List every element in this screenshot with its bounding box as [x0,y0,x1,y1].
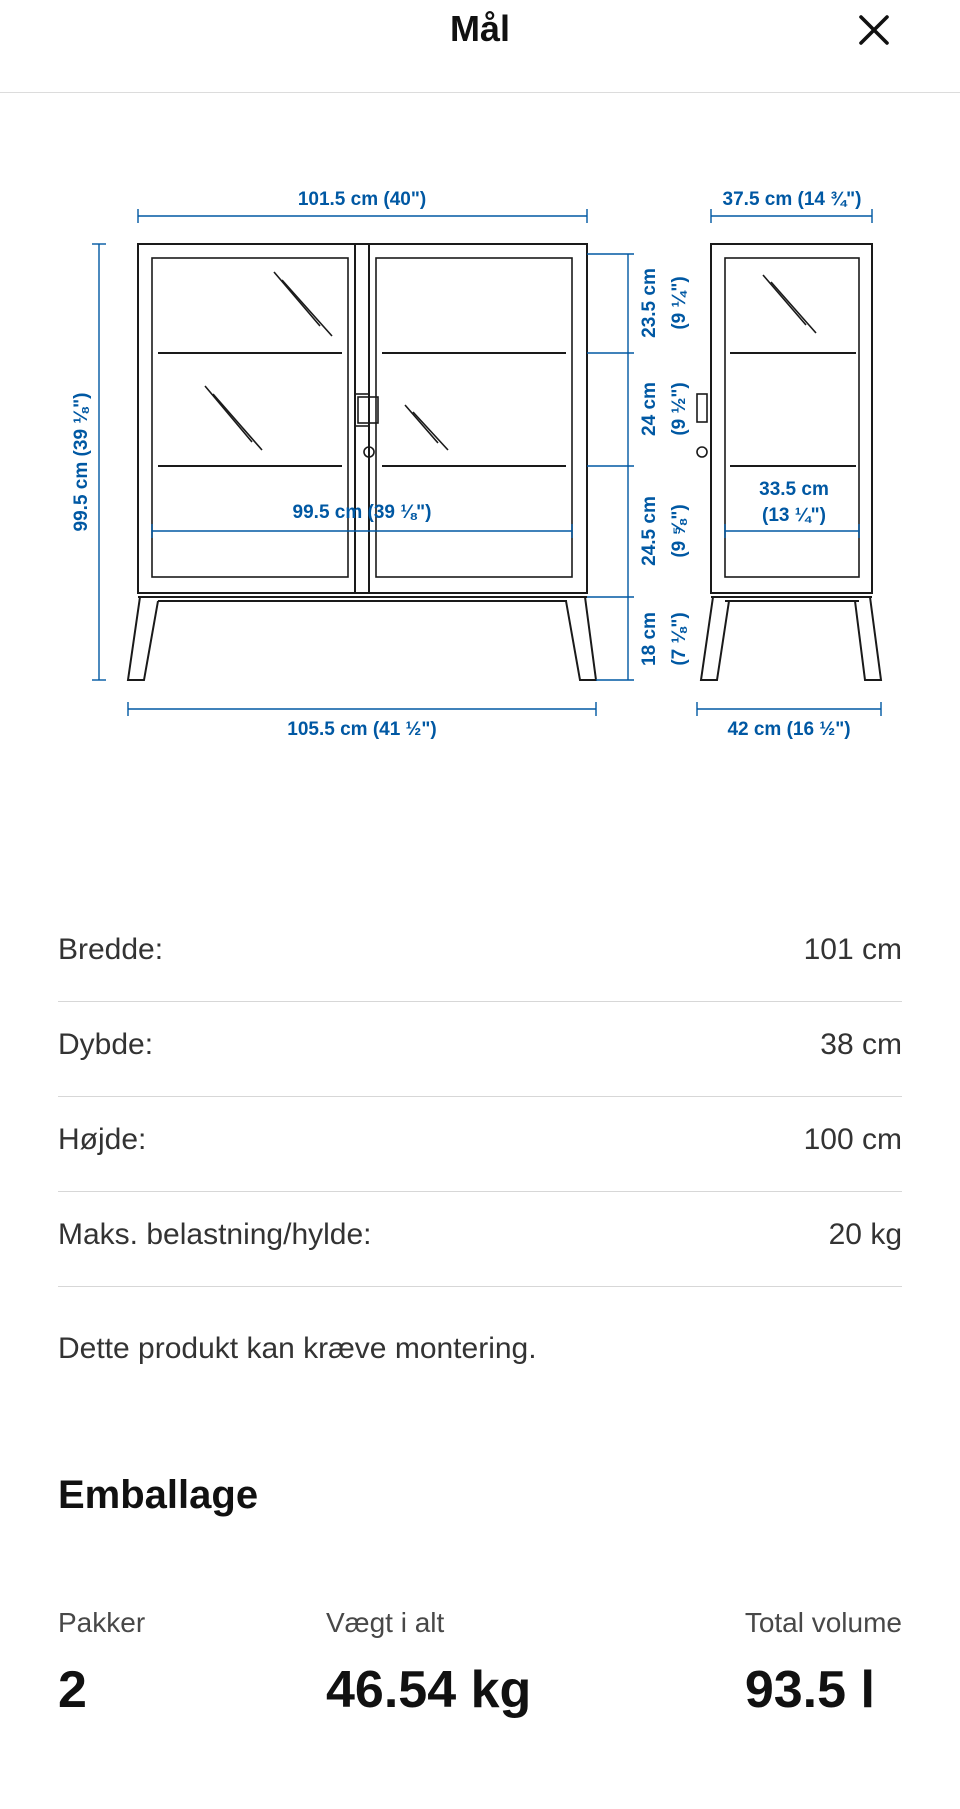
svg-text:(9 ½"): (9 ½") [669,382,690,436]
svg-text:(9 ¼"): (9 ¼") [669,276,690,330]
close-button[interactable] [850,6,898,54]
dimension-side-total-depth [697,702,881,740]
cabinet-side-view [697,244,881,680]
assembly-note: Dette produkt kan kræve montering. [58,1332,537,1365]
weight-value: 46.54 kg [326,1661,532,1719]
spec-value: 20 kg [828,1218,902,1251]
dimension-inner-width [152,502,572,538]
spec-row-height [58,1097,902,1192]
weight-stat [326,1606,531,1720]
packages-value: 2 [58,1661,87,1719]
svg-text:99.5 cm (39 ⅛"): 99.5 cm (39 ⅛") [71,392,92,532]
spec-label: Dybde: [58,1028,154,1061]
header-bar [0,0,960,93]
packages-label: Pakker [58,1607,146,1638]
cabinet-front-view [128,244,596,680]
page-title: Mål [449,8,510,49]
svg-text:23.5 cm: 23.5 cm [639,268,660,338]
svg-text:33.5 cm: 33.5 cm [759,479,829,500]
packages-stat [58,1606,145,1720]
weight-label: Vægt i alt [326,1607,445,1638]
spec-value: 100 cm [803,1123,902,1156]
volume-stat [745,1606,902,1720]
spec-label: Maks. belastning/hylde: [58,1218,372,1251]
svg-text:99.5 cm (39 ⅛"): 99.5 cm (39 ⅛") [292,502,432,523]
spec-label: Bredde: [58,933,164,966]
packaging-heading: Emballage [58,1473,259,1517]
spec-value: 101 cm [803,933,902,966]
svg-text:18 cm: 18 cm [639,612,660,666]
volume-label: Total volume [744,1607,902,1638]
volume-value: 93.5 l [744,1661,875,1719]
svg-text:42 cm (16 ½"): 42 cm (16 ½") [727,719,851,740]
dimension-side-inner-depth [725,479,859,538]
svg-text:37.5 cm (14 ¾"): 37.5 cm (14 ¾") [722,189,862,210]
svg-text:24 cm: 24 cm [639,382,660,436]
svg-text:24.5 cm: 24.5 cm [639,496,660,566]
svg-text:105.5 cm (41 ½"): 105.5 cm (41 ½") [287,719,437,740]
svg-text:101.5 cm (40"): 101.5 cm (40") [297,189,427,210]
dimension-diagram [0,160,960,760]
dimension-front-height [71,244,106,680]
spec-label: Højde: [58,1123,147,1156]
svg-text:(13 ¼"): (13 ¼") [762,505,826,526]
spec-row-max-load [58,1192,902,1287]
svg-text:(7 ⅛"): (7 ⅛") [669,612,690,666]
dimension-side-depth [711,189,872,223]
dimension-spec-list [58,907,902,1287]
svg-text:(9 ⅝"): (9 ⅝") [669,504,690,558]
close-icon [850,6,898,54]
dimension-total-width [128,702,596,740]
dimension-front-width [138,189,587,223]
spec-row-depth [58,1002,902,1097]
dimension-vertical-sections [587,254,690,680]
spec-row-width [58,907,902,1002]
spec-value: 38 cm [820,1028,902,1061]
